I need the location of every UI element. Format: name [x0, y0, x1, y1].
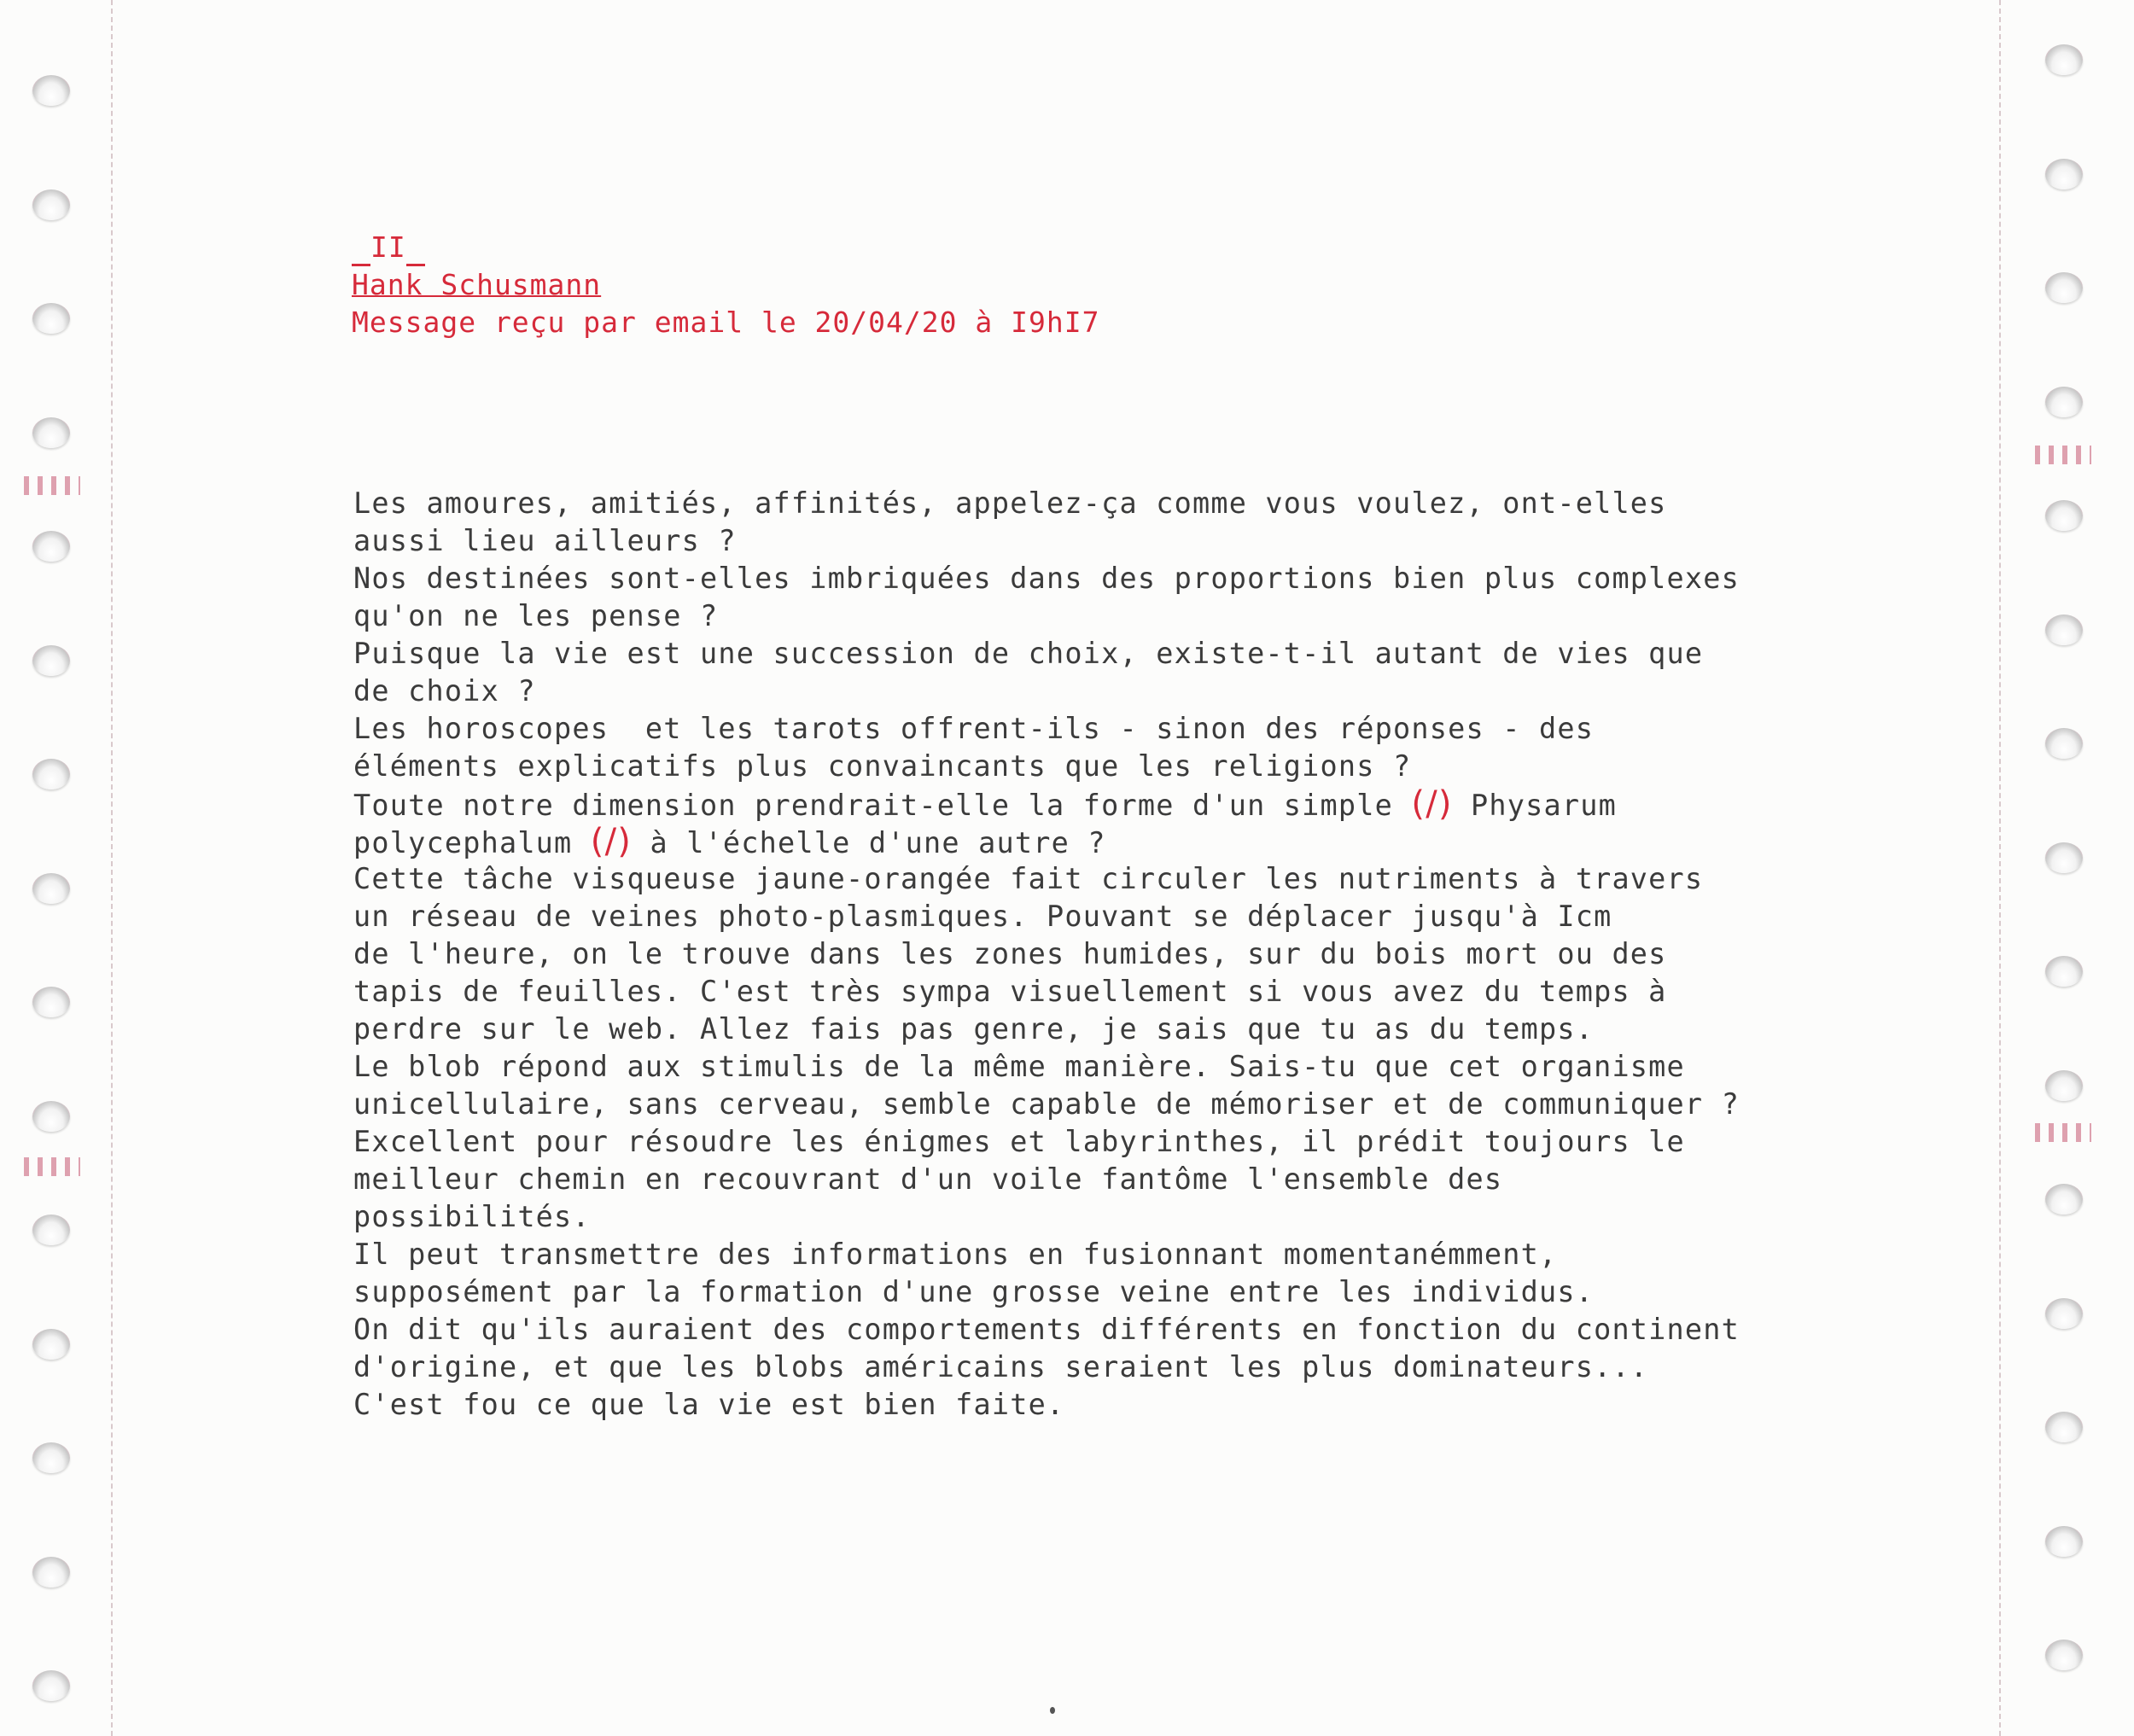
feed-hole	[2045, 956, 2083, 987]
feed-hole	[2045, 44, 2083, 75]
letter-header	[352, 229, 1099, 341]
feed-hole	[32, 1101, 70, 1132]
feed-hole	[32, 645, 70, 676]
body-line: C'est fou ce que la vie est bien faite.	[353, 1388, 1065, 1421]
feed-hole	[2045, 1298, 2083, 1329]
feed-hole	[32, 1329, 70, 1360]
body-line: possibilités.	[353, 1200, 591, 1233]
feed-hole	[2045, 1070, 2083, 1101]
body-line: Les amoures, amitiés, affinités, appelez-ça comme vous voulez, ont-elles	[353, 486, 1667, 520]
red-correction-mark: (/)	[1411, 784, 1453, 824]
feed-hole	[2045, 1640, 2083, 1670]
body-line-text: polycephalum	[353, 826, 591, 859]
feed-hole	[2045, 272, 2083, 303]
tear-marker	[2035, 1123, 2091, 1142]
feed-hole	[2045, 728, 2083, 759]
body-line-text: Physarum	[1452, 789, 1618, 822]
body-line: d'origine, et que les blobs américains seraient les plus dominateurs...	[353, 1350, 1649, 1384]
body-line: un réseau de veines photo-plasmiques. Pouvant se déplacer jusqu'à Icm	[353, 900, 1612, 933]
feed-hole	[32, 1215, 70, 1245]
body-line: meilleur chemin en recouvrant d'un voile fantôme l'ensemble des	[353, 1162, 1503, 1196]
feed-hole	[2045, 500, 2083, 531]
feed-hole	[2045, 159, 2083, 189]
tear-marker	[24, 476, 80, 495]
body-line: supposément par la formation d'une grosse veine entre les individus.	[353, 1275, 1595, 1308]
body-line: aussi lieu ailleurs ?	[353, 524, 737, 557]
feed-hole	[32, 759, 70, 789]
body-line: éléments explicatifs plus convaincants que les religions ?	[353, 749, 1412, 783]
body-line: Excellent pour résoudre les énigmes et labyrinthes, il prédit toujours le	[353, 1125, 1685, 1158]
body-line: On dit qu'ils auraient des comportements différents en fonction du continent	[353, 1313, 1740, 1346]
body-line: Nos destinées sont-elles imbriquées dans des proportions bien plus complexes	[353, 562, 1740, 595]
feed-hole	[2045, 615, 2083, 645]
body-line	[353, 785, 1740, 823]
body-line: Puisque la vie est une succession de choix, existe-t-il autant de vies que	[353, 637, 1704, 670]
feed-hole	[32, 189, 70, 220]
feed-hole	[2045, 842, 2083, 873]
ink-speck	[1050, 1707, 1055, 1714]
tear-marker	[24, 1157, 80, 1176]
body-line: Il peut transmettre des informations en fusionnant momentanémment,	[353, 1238, 1558, 1271]
body-line	[353, 823, 1740, 860]
feed-hole	[32, 75, 70, 106]
body-line: de l'heure, on le trouve dans les zones humides, sur du bois mort ou des	[353, 937, 1667, 970]
section-number: II	[352, 229, 1099, 266]
feed-hole	[32, 417, 70, 448]
feed-hole	[32, 303, 70, 334]
feed-hole	[32, 1670, 70, 1701]
body-line-text: Toute notre dimension prendrait-elle la forme d'un simple	[353, 789, 1412, 822]
feed-hole	[32, 873, 70, 904]
feed-hole	[2045, 1412, 2083, 1442]
feed-hole	[32, 531, 70, 562]
feed-hole	[2045, 1184, 2083, 1215]
body-line: perdre sur le web. Allez fais pas genre, je sais que tu as du temps.	[353, 1012, 1595, 1046]
body-line: Cette tâche visqueuse jaune-orangée fait circuler les nutriments à travers	[353, 862, 1704, 895]
left-perforation-line	[111, 0, 113, 1736]
letter-body	[353, 485, 1740, 1424]
body-line: tapis de feuilles. C'est très sympa visuellement si vous avez du temps à	[353, 975, 1667, 1008]
red-correction-mark: (/)	[590, 822, 633, 861]
author-name: Hank Schusmann	[352, 268, 602, 301]
body-line: Les horoscopes et les tarots offrent-ils - sinon des réponses - des	[353, 712, 1595, 745]
body-line: qu'on ne les pense ?	[353, 599, 719, 632]
body-line-text: à l'échelle d'une autre ?	[632, 826, 1106, 859]
body-line: de choix ?	[353, 674, 536, 708]
feed-hole	[32, 1442, 70, 1473]
body-line: unicellulaire, sans cerveau, semble capable de mémoriser et de communiquer ?	[353, 1087, 1740, 1121]
feed-hole	[2045, 1526, 2083, 1557]
tear-marker	[2035, 446, 2091, 464]
right-perforation-line	[1999, 0, 2001, 1736]
received-line: Message reçu par email le 20/04/20 à I9hI7	[352, 306, 1100, 339]
feed-hole	[32, 987, 70, 1017]
feed-hole	[2045, 387, 2083, 417]
body-line: Le blob répond aux stimulis de la même manière. Sais-tu que cet organisme	[353, 1050, 1685, 1083]
feed-hole	[32, 1557, 70, 1587]
